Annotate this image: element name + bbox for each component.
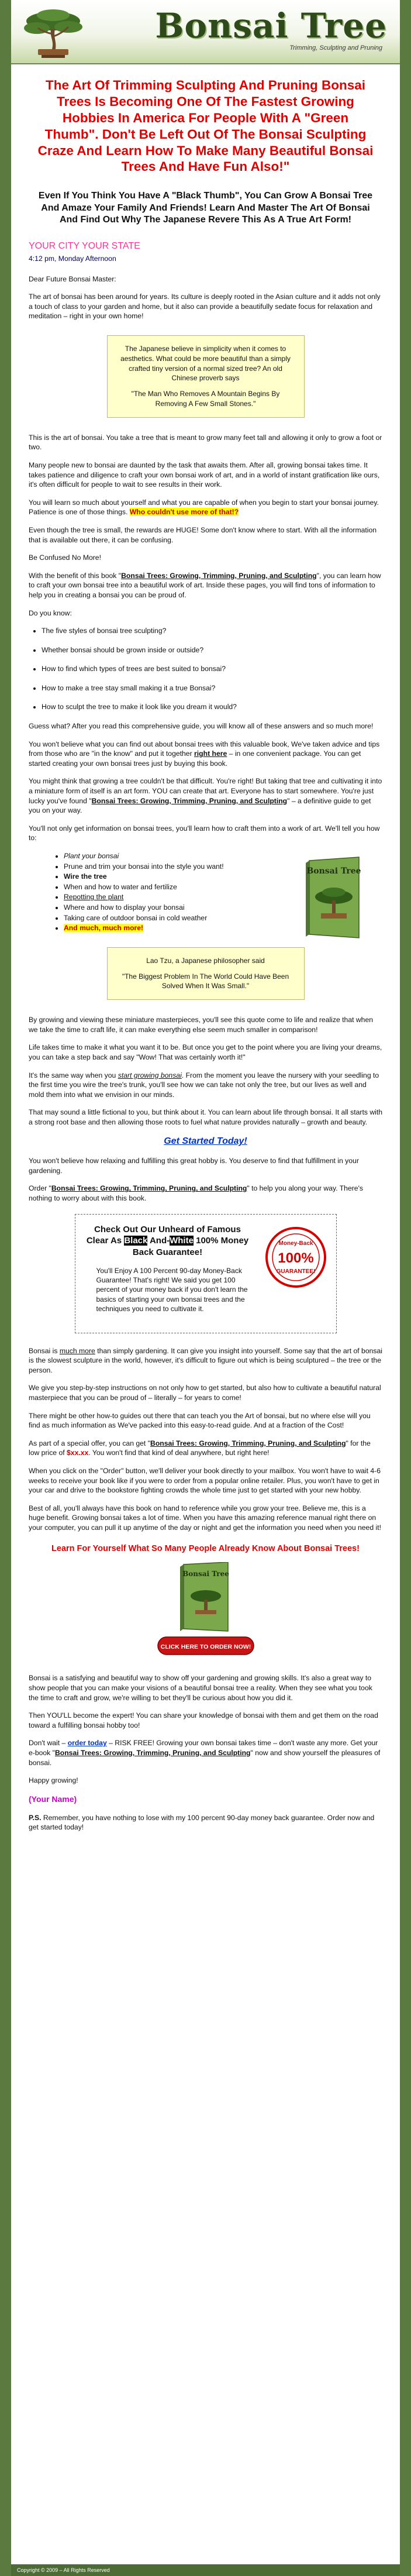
much-more-link[interactable]: much more xyxy=(59,1346,95,1355)
ps-label: P.S. xyxy=(29,1813,42,1822)
order-now-button[interactable] xyxy=(153,1562,258,1662)
text: As part of a special offer, you can get " xyxy=(29,1439,151,1447)
text: And- xyxy=(147,1236,170,1246)
guarantee-headline xyxy=(86,1224,250,1258)
text: . You won't find that kind of deal anywhere, but right here! xyxy=(88,1449,270,1457)
ebook-cover-image xyxy=(303,856,365,941)
paragraph: This is the art of bonsai. You take a tree that is meant to grow many feet tall and allowing it only to grow a foot or two. xyxy=(29,433,382,452)
text: than simply gardening. It can give you insight into yourself. Some say that the art of bonsai is the slowest sculpture in the world, however, it's difficult to figure out which is being sculptured – the tree or the person. xyxy=(29,1346,382,1374)
paragraph: Even though the tree is small, the rewards are HUGE! Some don't know where to start. With all the information that is available out there, it can be confusing. xyxy=(29,525,377,544)
list-item-text: Plant your bonsai xyxy=(64,852,119,860)
learn-section xyxy=(29,851,382,933)
paragraph xyxy=(29,1738,382,1767)
quote-text: "The Biggest Problem In The World Could Have Been Solved When It Was Small." xyxy=(122,972,289,990)
book-title: Bonsai Trees: Growing, Trimming, Pruning, and Sculpting xyxy=(54,1748,251,1757)
paragraph: Happy growing! xyxy=(29,1776,78,1785)
list-item: • How to find which types of trees are best suited to bonsai? xyxy=(42,664,382,674)
quote-box-proverb xyxy=(107,335,305,418)
paragraph: That may sound a little fictional to you, but think about it. You can learn about life through bonsai. It all starts with a strong root base and then allowing those roots to fuel what nature provides naturally – growth and beauty. xyxy=(29,1108,382,1126)
paragraph: When you click on the "Order" button, we'll deliver your book directly to your mailbox. You won't have to wait 4-6 weeks to receive your book like if you were to order from a popular online retailer. Plus, you won't have to get in your car and drive to the bookstore fighting crowds the whole time just to get started with your new hobby. xyxy=(29,1466,381,1495)
text: – RISK FREE! Growing your own bonsai takes time – don't waste any more. Get your e-book " xyxy=(29,1739,378,1757)
postscript xyxy=(29,1813,382,1832)
paragraph xyxy=(29,1184,382,1203)
list-item xyxy=(64,851,257,861)
text: " for the low price of xyxy=(29,1439,371,1457)
text: " – a definitive guide to get you on your way. xyxy=(29,796,371,815)
paragraph: Many people new to bonsai are daunted by the task that awaits them. After all, growing bonsai takes time. It takes patience and diligence to craft your own bonsai work of art, and in a world of instant gratification like ours, it's often difficult for people to wait to see results in their work. xyxy=(29,460,380,489)
header xyxy=(11,0,400,64)
list-item: • The five styles of bonsai tree sculpting? xyxy=(42,626,382,636)
text: " now and show yourself the pleasures of bonsai. xyxy=(29,1748,381,1767)
paragraph: Do you know: xyxy=(29,608,72,617)
questions-list xyxy=(29,626,382,712)
list-item: • How to sculpt the tree to make it look like you dream it would? xyxy=(42,702,382,712)
money-back-seal-icon xyxy=(264,1225,328,1289)
price: $xx.xx xyxy=(67,1449,89,1457)
ps-text: Remember, you have nothing to lose with my 100 percent 90-day money back guarantee. Order now and get started today! xyxy=(29,1813,375,1832)
paragraph xyxy=(29,776,382,815)
highlight-white: White xyxy=(170,1236,194,1246)
paragraph xyxy=(29,1071,382,1100)
paragraph: Bonsai is a satisfying and beautiful way to show off your gardening and growing skills. It's also a great way to show people that you can make your visions of a beautiful bonsai tree a reality. When they see what you took the time to craft and grow, we're willing to bet they'll be curious about how you did it. xyxy=(29,1674,372,1702)
paragraph: You'll not only get information on bonsai trees, you'll learn how to craft them into a work of art. We'll tell you how to: xyxy=(29,824,380,842)
start-growing-link[interactable]: start growing bonsai xyxy=(118,1071,182,1079)
paragraph: Guess what? After you read this comprehensive guide, you will know all of these answers and so much more! xyxy=(29,722,374,731)
book-title: Bonsai Trees: Growing, Trimming, Pruning, and Sculpting xyxy=(150,1439,346,1447)
paragraph-text: You will learn so much about yourself and what you are capable of when you begin to start your bonsai journey. Patience is one of those things. xyxy=(29,498,379,517)
guarantee-box xyxy=(75,1214,337,1333)
order-cover-title: Bonsai Tree xyxy=(182,1570,229,1578)
city-state: YOUR CITY YOUR STATE xyxy=(29,241,140,252)
learn-headline: Learn For Yourself What So Many People Already Know About Bonsai Trees! xyxy=(51,1543,360,1553)
emphasis-link: right here xyxy=(194,749,227,758)
text: . From the moment you leave the nursery with your seedling to the first time you wire the tree's trunk, you'll see how we can take not only the tree, but our lives as well and mold them into what we envision in our minds. xyxy=(29,1071,379,1099)
list-item-text: Repotting the plant xyxy=(64,893,124,902)
paragraph xyxy=(29,1439,382,1458)
signature: (Your Name) xyxy=(29,1794,77,1804)
list-item: • Whether bonsai should be grown inside or outside? xyxy=(42,645,382,655)
paragraph xyxy=(29,571,382,600)
list-item: • Where and how to display your bonsai xyxy=(64,903,257,913)
site-title: Bonsai Tree xyxy=(155,6,387,46)
book-title: Bonsai Trees: Growing, Trimming, Pruning, and Sculpting xyxy=(121,571,317,580)
paragraph xyxy=(29,498,382,517)
text: Bonsai is xyxy=(29,1346,60,1355)
text: – in one convenient package. You can get started creating your own bonsai trees just by buying this book. xyxy=(29,749,361,768)
list-item: • When and how to water and fertilize xyxy=(64,882,257,892)
seal-top-text: Money-Back xyxy=(278,1240,313,1247)
paragraph: Be Confused No More! xyxy=(29,553,101,562)
guarantee-body: You'll Enjoy A 100 Percent 90-day Money-Back Guarantee! That's right! We said you get 100 percent of your money back if you don't learn the basics of starting your own bonsai trees and the techniques you need to cultivate it. xyxy=(96,1267,248,1313)
text: ", you can learn how to craft your own bonsai tree into a beautiful work of art. Inside these pages, you will find tons of information to help you in creating a bonsai you can be proud of. xyxy=(29,571,381,599)
paragraph: Life takes time to make it what you want it to be. But once you get to the point where you are living your dreams, you can take a step back and say "Wow! That was certainly worth it!" xyxy=(29,1043,382,1061)
text: You won't believe what you can find out about bonsai trees with this valuable book, We've taken advice and tips from those who are "in the know" and put it together xyxy=(29,740,380,758)
list-item xyxy=(64,892,257,902)
footer-copyright: Copyright © 2009 – All Rights Reserved xyxy=(11,2564,400,2576)
text: With the benefit of this book " xyxy=(29,571,122,580)
timestamp: 4:12 pm, Monday Afternoon xyxy=(29,254,116,263)
order-today-link[interactable]: order today xyxy=(67,1739,107,1748)
seal-percent: 100% xyxy=(277,1250,314,1266)
list-item xyxy=(64,923,257,933)
quote-box-lao-tzu xyxy=(107,947,305,1000)
paragraph: Best of all, you'll always have this book on hand to reference while you grow your tree. Believe me, this is a huge benefit. Growing bonsai takes a lot of time. When you have this amazing reference manual right there on your computer, you can pull it up anytime of the day or night and get the information you need when you need it! xyxy=(29,1504,381,1532)
paragraph: We give you step-by-step instructions on not only how to get started, but also how to cultivate a beautiful natural masterpiece that you can be proud of – literally – for years to come! xyxy=(29,1384,381,1402)
seal-bottom-text: GUARANTEE! xyxy=(276,1268,315,1275)
list-item-text: Wire the tree xyxy=(64,872,107,881)
highlight-black: Black xyxy=(124,1236,148,1246)
list-item: • Taking care of outdoor bonsai in cold weather xyxy=(64,913,257,923)
text: You might think that growing a tree couldn't be that difficult. You're right! But taking that tree and cultivating it into a miniature form of itself is an art form. YOU can create that art. Everyone has to start somewhere. You're just lucky you've found " xyxy=(29,777,382,805)
text: Don't wait – xyxy=(29,1739,68,1748)
learn-list xyxy=(29,851,257,933)
paragraph xyxy=(29,740,382,769)
list-item: • How to make a tree stay small making it a true Bonsai? xyxy=(42,683,382,693)
quote-text: "The Man Who Removes A Mountain Begins By Removing A Few Small Stones." xyxy=(131,390,280,408)
text: Order " xyxy=(29,1184,51,1193)
ebook-cover-title: Bonsai Tree xyxy=(306,866,361,876)
site-tagline: Trimming, Sculpting and Pruning xyxy=(289,44,382,51)
order-button-label: CLICK HERE TO ORDER NOW! xyxy=(160,1643,251,1651)
quote-intro: The Japanese believe in simplicity when it comes to aesthetics. What could be more beautiful than a simply crafted tiny version of a normal sized tree? An old Chinese proverb says xyxy=(120,345,291,383)
text: Check Out Our Unheard of Famous Clear As xyxy=(86,1224,241,1246)
text: " to help you along your way. There's nothing to worry about with this book. xyxy=(29,1184,363,1203)
sub-headline: Even If You Think You Have A "Black Thumb", You Can Grow A Bonsai Tree And Amaze Your Family And Friends! Learn And Master The Art Of Bonsai And Find Out Why The Japanese Revere This As A True Art Form! xyxy=(38,191,373,225)
paragraph: There might be other how-to guides out there that can teach you the Art of bonsai, but no where else will you find as much information as We've packed into this easy-to-read guide. And at a fraction of the Cost! xyxy=(29,1411,371,1430)
get-started-link[interactable]: Get Started Today! xyxy=(164,1136,247,1147)
quote-intro: Lao Tzu, a Japanese philosopher said xyxy=(146,956,265,965)
list-item-text: And much, much more! xyxy=(64,924,144,933)
paragraph: By growing and viewing these miniature masterpieces, you'll see this quote come to life and realize that when we take the time to craft life, it can make everything else seem much smaller in comparison! xyxy=(29,1016,373,1034)
list-item xyxy=(64,872,257,882)
paragraph: Then YOU'LL become the expert! You can share your knowledge of bonsai with them and get them on the road toward a fulfilling bonsai hobby too! xyxy=(29,1711,378,1729)
book-title: Bonsai Trees: Growing, Trimming, Pruning, and Sculpting xyxy=(91,796,288,805)
paragraph-intro: The art of bonsai has been around for years. Its culture is deeply rooted in the Asian culture and it adds not only a touch of class to your garden and home, but it also can provide a beautifully sedate focus for relaxation and meditation – right in your own home! xyxy=(29,293,381,321)
paragraph xyxy=(29,1346,382,1375)
highlight-text: Who couldn't use more of that!? xyxy=(129,508,239,517)
book-title: Bonsai Trees: Growing, Trimming, Pruning, and Sculpting xyxy=(51,1184,247,1193)
page xyxy=(11,0,400,2576)
text: 100% Money Back Guarantee! xyxy=(132,1236,249,1257)
main-headline: The Art Of Trimming Sculpting And Pruning Bonsai Trees Is Becoming One Of The Fastest Growing Hobbies In America For People With A "Green Thumb". Don't Be Left Out Of The Bonsai Sculpting Craze And Learn How To Make Many Beautiful Bonsai Trees And Have Fun Also!" xyxy=(37,78,374,174)
greeting: Dear Future Bonsai Master: xyxy=(29,274,116,283)
bonsai-tree-icon xyxy=(18,4,88,60)
sales-letter xyxy=(11,64,400,1852)
list-item: • Prune and trim your bonsai into the style you want! xyxy=(64,862,257,872)
paragraph: You won't believe how relaxing and fulfilling this great hobby is. You deserve to find that fulfillment in your gardening. xyxy=(29,1157,359,1175)
text: It's the same way when you xyxy=(29,1071,118,1079)
